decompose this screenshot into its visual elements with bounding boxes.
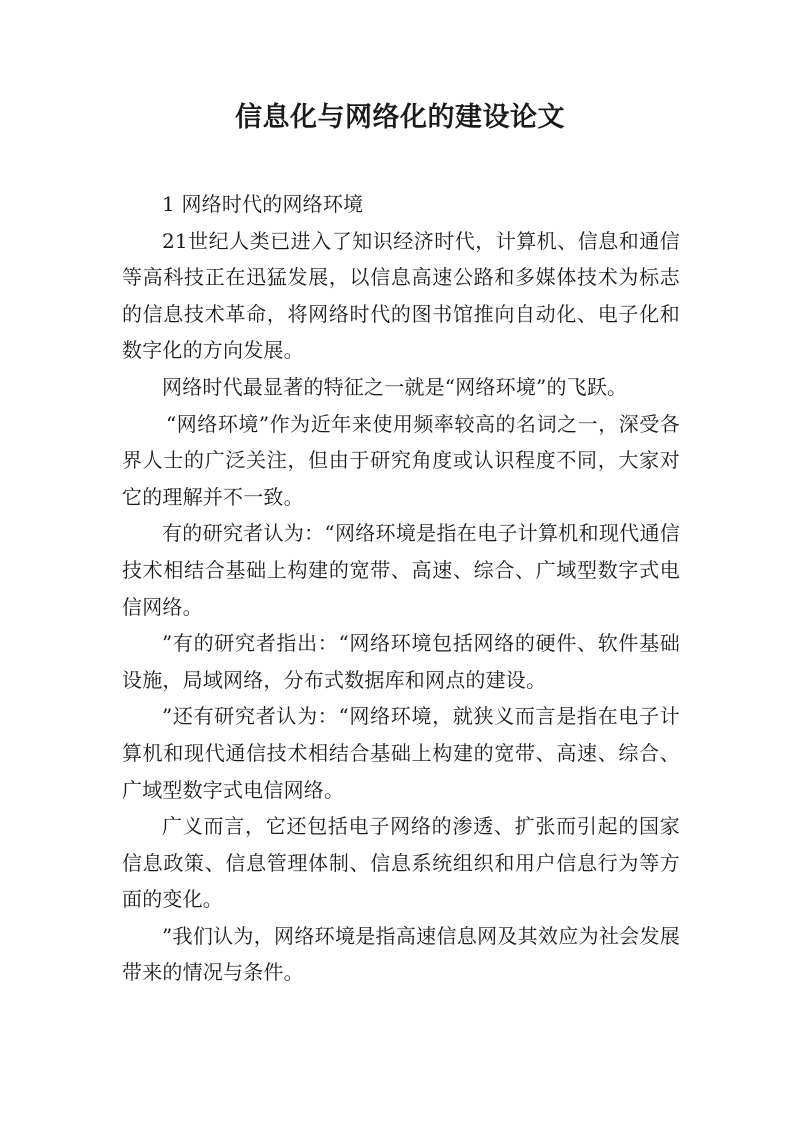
- paragraph-6: ”还有研究者认为：“网络环境，就狭义而言是指在电子计算机和现代通信技术相结合基础上构建的宽带、高速、综合、广域型数字式电信网络。: [122, 704, 680, 802]
- paragraph-2: 网络时代最显著的特征之一就是“网络环境”的飞跃。: [162, 374, 628, 399]
- paragraph-1: 21世纪人类已进入了知识经济时代，计算机、信息和通信等高科技正在迅猛发展，以信息高速公路和多媒体技术为标志的信息技术革命，将网络时代的图书馆推向自动化、电子化和数字化的方向发展。: [122, 228, 680, 363]
- paragraph-5: ”有的研究者指出：“网络环境包括网络的硬件、软件基础设施，局域网络，分布式数据库和网点的建设。: [122, 631, 680, 692]
- paragraph-7: 广义而言，它还包括电子网络的渗透、扩张而引起的国家信息政策、信息管理体制、信息系统组织和用户信息行为等方面的变化。: [122, 814, 680, 912]
- paragraph-8: ”我们认为，网络环境是指高速信息网及其效应为社会发展带来的情况与条件。: [122, 923, 680, 985]
- paragraph-3: “网络环境”作为近年来使用频率较高的名词之一，深受各界人士的广泛关注，但由于研究角度或认识程度不同，大家对它的理解并不一致。: [122, 411, 680, 509]
- document-body: [122, 186, 680, 991]
- paragraph-4: 有的研究者认为：“网络环境是指在电子计算机和现代通信技术相结合基础上构建的宽带、高速、综合、广域型数字式电信网络。: [122, 521, 680, 619]
- section-heading: 1 网络时代的网络环境: [162, 192, 364, 216]
- document-title: 信息化与网络化的建设论文: [235, 102, 565, 133]
